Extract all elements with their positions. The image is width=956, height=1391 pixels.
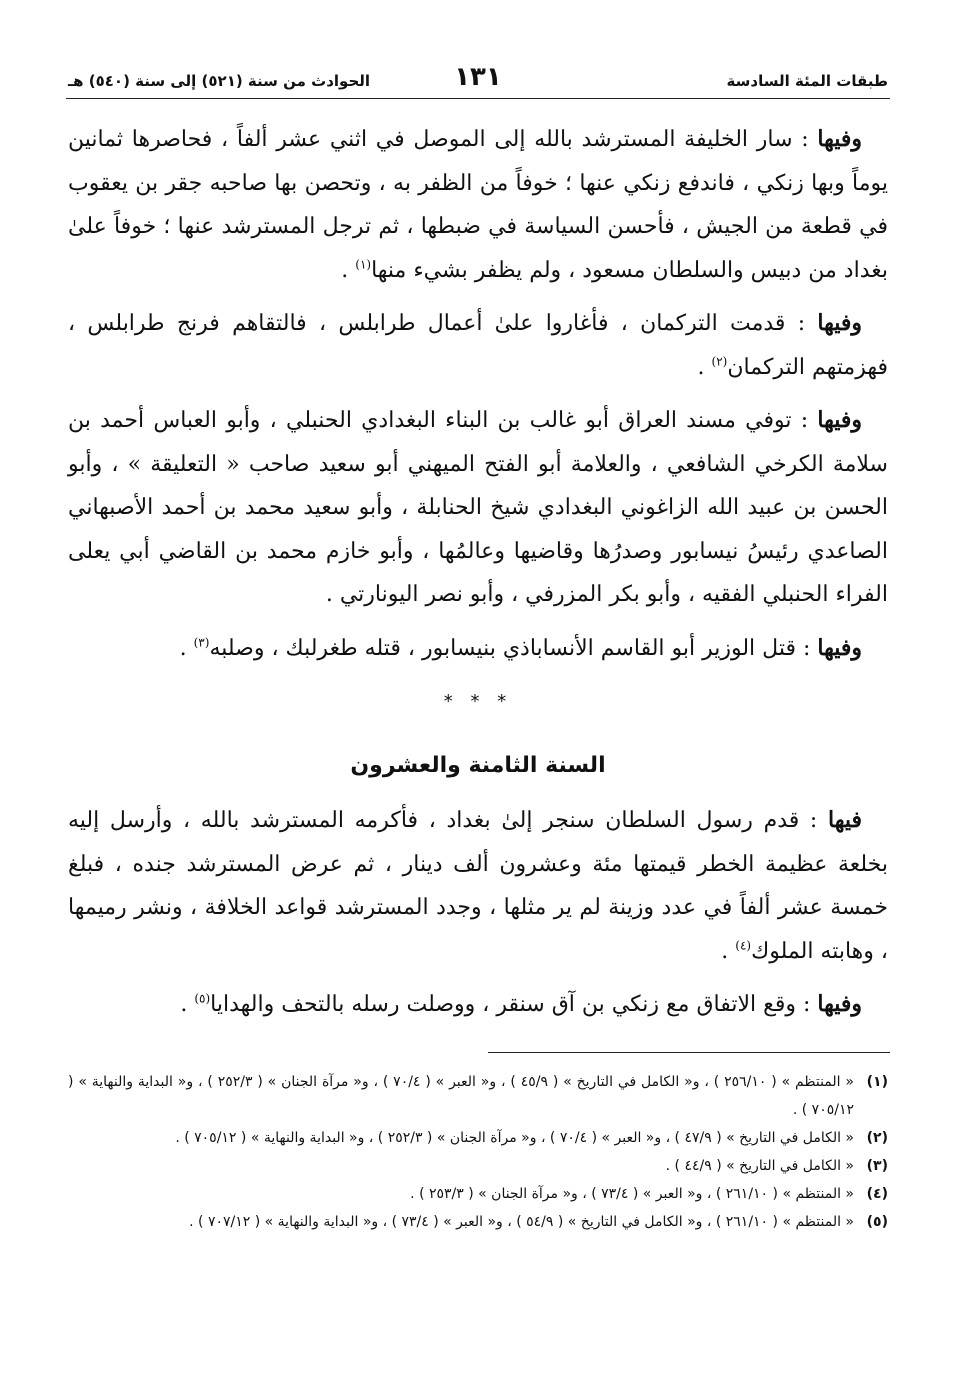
paragraph-tail: .	[341, 257, 356, 283]
paragraph	[68, 302, 888, 389]
paragraph	[68, 118, 888, 292]
footnote-text: « الكامل في التاريخ » ( ٤٤/٩ ) .	[665, 1158, 854, 1174]
paragraph-tail: .	[179, 635, 194, 661]
paragraph-text: : قتل الوزير أبو القاسم الأنساباذي بنيسابور ، قتله طغرلبك ، وصلبه	[209, 635, 818, 661]
footnote-text: « المنتظم » ( ٢٥٦/١٠ ) ، و« الكامل في التاريخ » ( ٤٥/٩ ) ، و« العبر » ( ٧٠/٤ ) ، و« مرآة الجنان » ( ٢٥٢/٣ ) ، و« البداية والنهاية » ( ٧٠٥/١٢ ) .	[68, 1074, 854, 1118]
page-number: ١٣١	[454, 62, 502, 92]
footnote-number: (٢)	[866, 1130, 888, 1146]
paragraph-tail: .	[697, 354, 712, 380]
running-header	[68, 62, 888, 96]
footnote-ref: (٣)	[193, 635, 210, 650]
footnote-ref: (٢)	[711, 354, 728, 369]
footnote-ref: (١)	[355, 257, 372, 272]
paragraph-text: : قدم رسول السلطان سنجر إلىٰ بغداد ، فأكرمه المسترشد بالله ، وأرسل إليه بخلعة عظيمة الخطر قيمتها مئة وعشرون ألف دينار ، ثم عرض المسترشد جنده ، فبلغ خمسة عشر ألفاً في عدد وزينة لم ير مثلها ، وجدد المسترشد قواعد الخلافة ، ونشر رميمها ، وهابته الملوك	[68, 808, 888, 964]
section-range: الحوادث من سنة (٥٢١) إلى سنة (٥٤٠) هـ	[68, 72, 371, 90]
main-text	[68, 118, 888, 1037]
footnotes	[68, 1068, 888, 1236]
paragraph-tail: .	[721, 938, 736, 964]
paragraph-text: : توفي مسند العراق أبو غالب بن البناء البغدادي الحنبلي ، وأبو العباس أحمد بن سلامة الكرخي الشافعي ، والعلامة أبو الفتح الميهني أبو سعيد صاحب « التعليقة » ، وأبو الحسن بن عبيد الله الزاغوني البغدادي شيخ الحنابلة ، وأبو سعيد محمد بن أحمد الأصبهاني الصاعدي رئيسُ نيسابور وصدرُها وقاضيها وعالمُها ، وأبو خازم محمد بن القاضي أبي يعلى الفراء الحنبلي الفقيه ، وأبو بكر المزرفي ، وأبو نصر اليونارتي .	[68, 408, 888, 607]
footnote	[68, 1068, 888, 1124]
footnote-number: (٥)	[866, 1214, 888, 1230]
footnote-number: (١)	[866, 1074, 888, 1090]
paragraph	[68, 983, 888, 1027]
section-title: السنة الثامنة والعشرون	[350, 752, 606, 778]
paragraph-lead: وفيها	[817, 310, 862, 336]
paragraph-lead: وفيها	[817, 634, 862, 661]
paragraph	[68, 799, 888, 973]
footnote	[68, 1180, 888, 1208]
paragraph-lead: وفيها	[817, 126, 862, 152]
paragraph-lead: وفيها	[817, 991, 862, 1017]
paragraph	[68, 627, 888, 671]
footnote-text: « المنتظم » ( ٢٦١/١٠ ) ، و« الكامل في التاريخ » ( ٥٤/٩ ) ، و« العبر » ( ٧٣/٤ ) ، و« البداية والنهاية » ( ٧٠٧/١٢ ) .	[189, 1214, 854, 1230]
paragraph-lead: فيها	[828, 807, 862, 833]
paragraph-text: : سار الخليفة المسترشد بالله إلى الموصل في اثني عشر ألفاً ، فحاصرها ثمانين يوماً وبها زنكي ، فاندفع زنكي عنها ؛ خوفاً من الظفر به ، وتحصن بها صاحبه جقر بن يعقوب في قطعة من الجيش ، فأحسن السياسة في ضبطها ، ثم ترجل المسترشد عنها ؛ خوفاً علىٰ بغداد من دبيس والسلطان مسعود ، ولم يظفر بشيء منها	[68, 127, 888, 283]
paragraph-text: : قدمت التركمان ، فأغاروا علىٰ أعمال طرابلس ، فالتقاهم فرنج طرابلس ، فهزمتهم التركمان	[68, 311, 888, 380]
paragraph	[68, 399, 888, 617]
footnote-ref: (٤)	[735, 938, 752, 953]
footnote	[68, 1152, 888, 1180]
footnote-number: (٣)	[866, 1158, 888, 1174]
footnote-text: « الكامل في التاريخ » ( ٤٧/٩ ) ، و« العبر » ( ٧٠/٤ ) ، و« مرآة الجنان » ( ٢٥٢/٣ ) ، و« البداية والنهاية » ( ٧٠٥/١٢ ) .	[175, 1130, 854, 1146]
book-title: طبقات المئة السادسة	[726, 72, 888, 90]
paragraph-tail: .	[180, 992, 195, 1017]
footnote-ref: (٥)	[194, 991, 211, 1006]
paragraph-lead: وفيها	[817, 407, 862, 433]
footnote	[68, 1208, 888, 1236]
paragraph-text: : وقع الاتفاق مع زنكي بن آق سنقر ، ووصلت رسله بالتحف والهدايا	[210, 992, 818, 1017]
footnote-divider	[488, 1052, 890, 1053]
footnote	[68, 1124, 888, 1152]
footnote-text: « المنتظم » ( ٢٦١/١٠ ) ، و« العبر » ( ٧٣/٤ ) ، و« مرآة الجنان » ( ٢٥٣/٣ ) .	[410, 1186, 854, 1202]
footnote-number: (٤)	[866, 1186, 888, 1202]
section-separator: * * *	[443, 691, 513, 712]
header-divider	[66, 98, 890, 99]
